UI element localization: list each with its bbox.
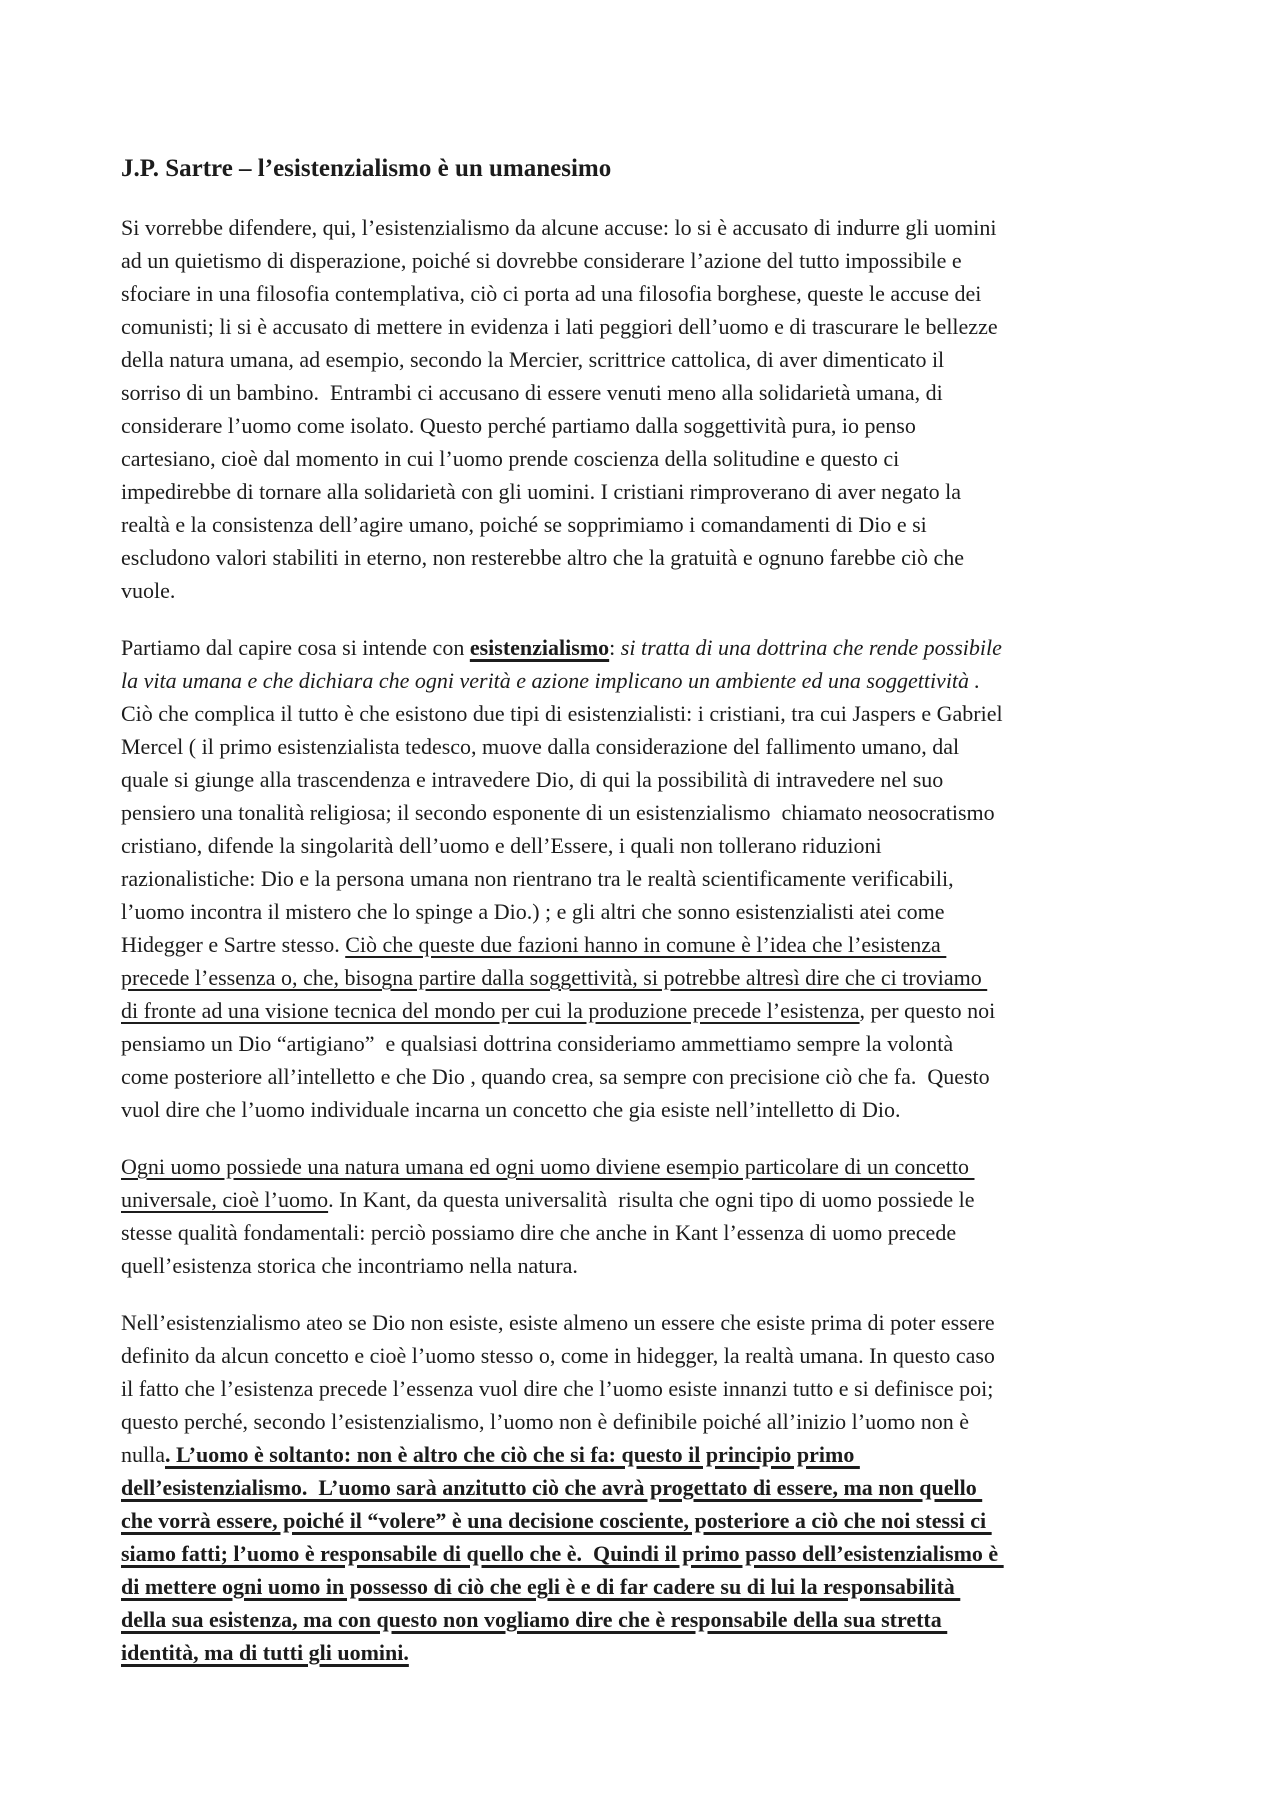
text-line: [121, 1339, 1221, 1372]
body-text: impedirebbe di tornare alla solidarietà con gli uomini. I cristiani rimproverano di aver negato la: [121, 479, 961, 504]
bold-underlined-text: dell’esistenzialismo. L’uomo sarà anzitutto ciò che avrà progettato di essere, ma non quello: [121, 1475, 983, 1500]
underlined-text: Ogni uomo possiede una natura umana ed ogni uomo diviene esempio particolare di un concetto: [121, 1154, 975, 1179]
text-line: [121, 1027, 1221, 1060]
text-line: [121, 475, 1221, 508]
body-text: Ciò che complica il tutto è che esistono due tipi di esistenzialisti: i cristiani, tra cui Jaspers e Gabriel: [121, 701, 1003, 726]
body-text: della natura umana, ad esempio, secondo la Mercier, scrittrice cattolica, di aver dimenticato il: [121, 347, 945, 372]
body-text: considerare l’uomo come isolato. Questo perché partiamo dalla soggettività pura, io penso: [121, 413, 916, 438]
text-line: [121, 574, 1221, 607]
text-line: [121, 961, 1221, 994]
italic-text: la vita umana e che dichiara che ogni verità e azione implicano un ambiente ed una soggettività .: [121, 668, 981, 693]
text-line: [121, 631, 1221, 664]
body-text: vuol dire che l’uomo individuale incarna un concetto che gia esiste nell’intelletto di Dio.: [121, 1097, 901, 1122]
text-line: [121, 664, 1221, 697]
body-text: pensiero una tonalità religiosa; il secondo esponente di un esistenzialismo chiamato neosocratismo: [121, 800, 995, 825]
body-text: definito da alcun concetto e cioè l’uomo stesso o, come in hidegger, la realtà umana. In questo caso: [121, 1343, 995, 1368]
body-text: nulla: [121, 1442, 165, 1467]
text-line: [121, 442, 1221, 475]
underlined-text: precede l’essenza o, che, bisogna partire dalla soggettività, si potrebbe altresì dire che ci troviamo: [121, 965, 988, 990]
body-text: vuole.: [121, 578, 176, 603]
bold-underlined-text: della sua esistenza, ma con questo non vogliamo dire che è responsabile della sua stretta: [121, 1607, 948, 1632]
body-text: realtà e la consistenza dell’agire umano, poiché se sopprimiamo i comandamenti di Dio e si: [121, 512, 927, 537]
text-line: [121, 1249, 1221, 1282]
text-line: [121, 541, 1221, 574]
underlined-text: di fronte ad una visione tecnica del mondo per cui la produzione precede l’esistenza: [121, 998, 860, 1023]
text-line: [121, 829, 1221, 862]
text-line: [121, 1306, 1221, 1339]
body-text: escludono valori stabiliti in eterno, non resterebbe altro che la gratuità e ognuno farebbe ciò che: [121, 545, 965, 570]
paragraph-2: [121, 631, 1221, 1126]
bold-underlined-text: siamo fatti; l’uomo è responsabile di quello che è. Quindi il primo passo dell’esistenzialismo è: [121, 1541, 1004, 1566]
body-text: ad un quietismo di disperazione, poiché si dovrebbe considerare l’azione del tutto impossibile e: [121, 248, 962, 273]
body-text: razionalistiche: Dio e la persona umana non rientrano tra le realtà scientificamente verificabili,: [121, 866, 954, 891]
text-line: [121, 376, 1221, 409]
body-text: Si vorrebbe difendere, qui, l’esistenzialismo da alcune accuse: lo si è accusato di indurre gli uomini: [121, 215, 997, 240]
underlined-text: Ciò che queste due fazioni hanno in comune è l’idea che l’esistenza: [345, 932, 947, 957]
body-text: quell’esistenza storica che incontriamo nella natura.: [121, 1253, 578, 1278]
body-text: pensiamo un Dio “artigiano” e qualsiasi dottrina consideriamo ammettiamo sempre la volontà: [121, 1031, 954, 1056]
text-line: [121, 1060, 1221, 1093]
body-text: sfociare in una filosofia contemplativa, ciò ci porta ad una filosofia borghese, queste le accuse dei: [121, 281, 982, 306]
text-line: [121, 763, 1221, 796]
body-text: . In Kant, da questa universalità risulta che ogni tipo di uomo possiede le: [328, 1187, 975, 1212]
text-line: [121, 862, 1221, 895]
body-text: sorriso di un bambino. Entrambi ci accusano di essere venuti meno alla solidarietà umana, di: [121, 380, 943, 405]
text-line: [121, 730, 1221, 763]
body-text: , per questo noi: [859, 998, 996, 1023]
text-line: [121, 1372, 1221, 1405]
document-title: J.P. Sartre – l’esistenzialismo è un umanesimo: [121, 155, 612, 182]
paragraph-4: [121, 1306, 1221, 1669]
bold-underlined-text: esistenzialismo: [469, 635, 610, 660]
bold-underlined-text: identità, ma di tutti gli uomini.: [121, 1640, 409, 1665]
body-text: cristiano, difende la singolarità dell’uomo e dell’Essere, i quali non tollerano riduzioni: [121, 833, 882, 858]
text-line: [121, 1537, 1221, 1570]
body-text: stesse qualità fondamentali: perciò possiamo dire che anche in Kant l’essenza di uomo precede: [121, 1220, 957, 1245]
text-line: [121, 928, 1221, 961]
text-line: [121, 1183, 1221, 1216]
body-text: come posteriore all’intelletto e che Dio , quando crea, sa sempre con precisione ciò che fa. Questo: [121, 1064, 990, 1089]
text-line: [121, 508, 1221, 541]
bold-underlined-text: . L’uomo è soltanto: non è altro che ciò che si fa: questo il principio primo: [165, 1442, 860, 1467]
text-line: [121, 1438, 1221, 1471]
text-line: [121, 277, 1221, 310]
text-line: [121, 1504, 1221, 1537]
document-body: [121, 152, 1221, 1693]
body-text: Nell’esistenzialismo ateo se Dio non esiste, esiste almeno un essere che esiste prima di poter essere: [121, 1310, 995, 1335]
text-line: [121, 310, 1221, 343]
body-text: Partiamo dal capire cosa si intende con: [121, 635, 470, 660]
text-line: [121, 343, 1221, 376]
body-text: :: [609, 635, 621, 660]
body-text: cartesiano, cioè dal momento in cui l’uomo prende coscienza della solitudine e questo ci: [121, 446, 900, 471]
body-text: Mercel ( il primo esistenzialista tedesco, muove dalla considerazione del fallimento umano, dal: [121, 734, 960, 759]
text-line: [121, 1405, 1221, 1438]
text-line: [121, 409, 1221, 442]
bold-underlined-text: che vorrà essere, poiché il “volere” è una decisione cosciente, posteriore a ciò che noi stessi ci: [121, 1508, 992, 1533]
body-text: quale si giunge alla trascendenza e intravedere Dio, di qui la possibilità di intravedere nel suo: [121, 767, 944, 792]
text-line: [121, 1150, 1221, 1183]
italic-text: si tratta di una dottrina che rende possibile: [620, 635, 1002, 660]
body-text: Hidegger e Sartre stesso.: [121, 932, 346, 957]
text-line: [121, 1216, 1221, 1249]
paragraph-1: [121, 211, 1221, 607]
body-text: questo perché, secondo l’esistenzialismo, l’uomo non è definibile poiché all’inizio l’uomo non è: [121, 1409, 969, 1434]
text-line: [121, 895, 1221, 928]
text-line: [121, 211, 1221, 244]
body-text: il fatto che l’esistenza precede l’essenza vuol dire che l’uomo esiste innanzi tutto e si definisce poi;: [121, 1376, 994, 1401]
underlined-text: universale, cioè l’uomo: [121, 1187, 329, 1212]
text-line: [121, 1093, 1221, 1126]
paragraph-3: [121, 1150, 1221, 1282]
body-text: l’uomo incontra il mistero che lo spinge a Dio.) ; e gli altri che sonno esistenzialisti atei come: [121, 899, 945, 924]
text-line: [121, 697, 1221, 730]
text-line: [121, 1636, 1221, 1669]
text-line: [121, 1603, 1221, 1636]
body-text: comunisti; li si è accusato di mettere in evidenza i lati peggiori dell’uomo e di trascurare le bellezze: [121, 314, 998, 339]
text-line: [121, 796, 1221, 829]
text-line: [121, 994, 1221, 1027]
text-line: [121, 1471, 1221, 1504]
bold-underlined-text: di mettere ogni uomo in possesso di ciò che egli è e di far cadere su di lui la responsabilità: [121, 1574, 961, 1599]
text-line: [121, 244, 1221, 277]
text-line: [121, 1570, 1221, 1603]
